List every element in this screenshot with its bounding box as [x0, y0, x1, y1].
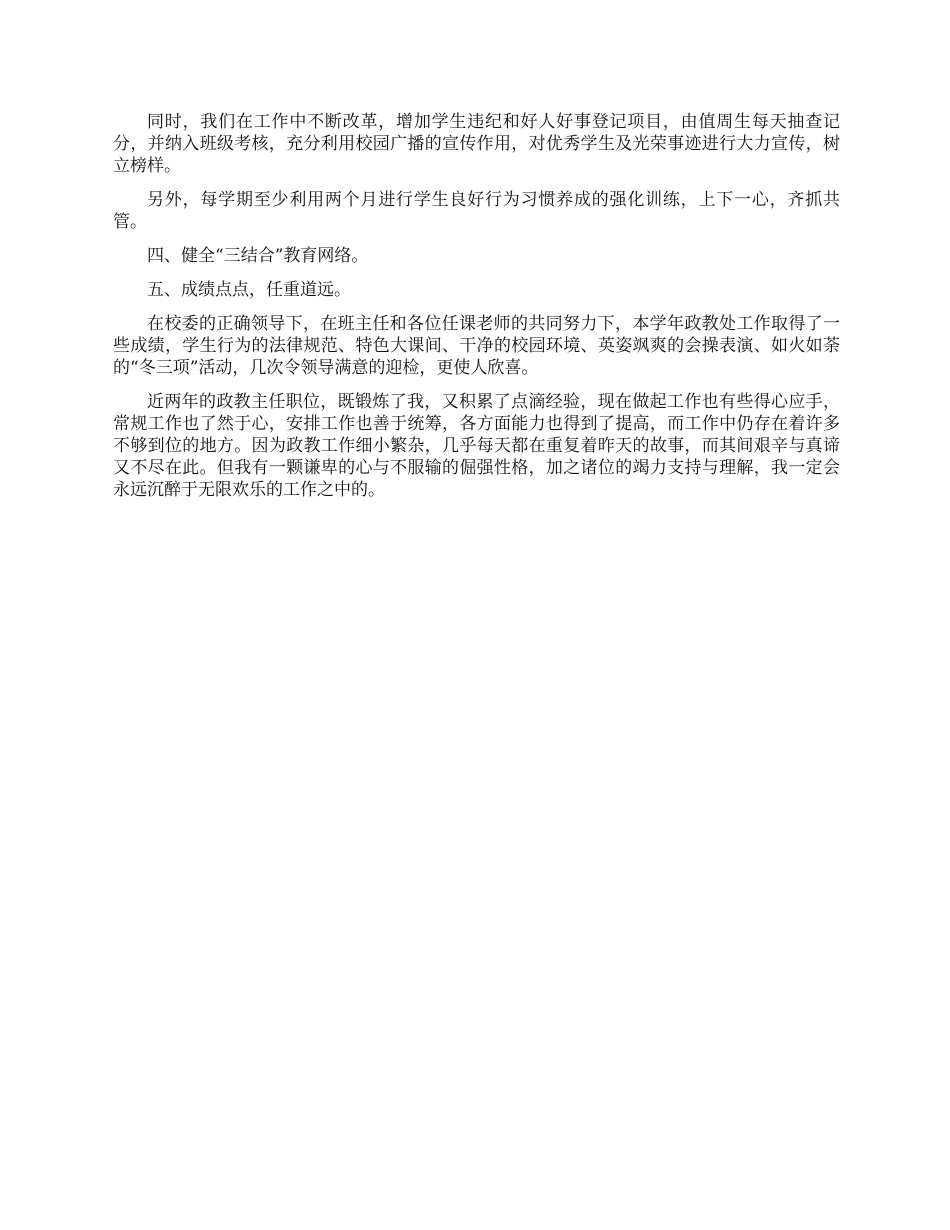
- heading-section-five: 五、成绩点点，任重道远。: [147, 280, 351, 300]
- paragraph-training: 另外，每学期至少利用两个月进行学生良好行为习惯养成的强化训练，上下一心，齐抓共管。: [113, 190, 840, 232]
- heading-section-four: 四、健全“三结合”教育网络。: [147, 246, 369, 266]
- paragraph-reform: 同时，我们在工作中不断改革，增加学生违纪和好人好事登记项目，由值周生每天抽查记分，并纳入班级考核，充分利用校园广播的宣传作用，对优秀学生及光荣事迹进行大力宣传，树立榜样。: [113, 112, 840, 176]
- document-body: [113, 111, 840, 513]
- paragraph-reflection: 近两年的政教主任职位，既锻炼了我，又积累了点滴经验，现在做起工作也有些得心应手，常规工作也了然于心，安排工作也善于统筹，各方面能力也得到了提高，而工作中仍存在着许多不够到位的地方。因为政教工作细小繁杂，几乎每天都在重复着昨天的故事，而其间艰辛与真谛又不尽在此。但我有一颗谦卑的心与不服输的倔强性格，加之诸位的竭力支持与理解，我一定会永远沉醉于无限欢乐的工作之中的。: [113, 392, 840, 500]
- paragraph-achievements: 在校委的正确领导下，在班主任和各位任课老师的共同努力下，本学年政教处工作取得了一些成绩，学生行为的法律规范、特色大课间、干净的校园环境、英姿飒爽的会操表演、如火如荼的“冬三项”活动，几次令领导满意的迎检，更使人欣喜。: [113, 314, 840, 378]
